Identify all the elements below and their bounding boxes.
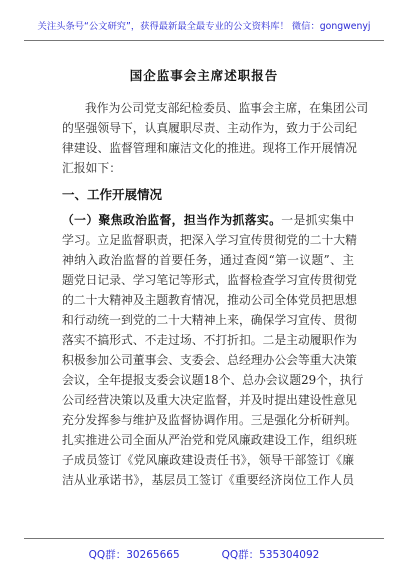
qq-group-2: QQ群：535304092 — [221, 549, 320, 561]
body-line: 会议，全年提报支委会议题18个、总办会议题29个，执行 — [62, 373, 364, 387]
header-divider — [24, 40, 384, 41]
intro-line: 律建设、监督管理和廉洁文化的推进。现将工作开展情况 — [62, 141, 357, 155]
body-line: 积极参加公司董事会、支委会、总经理办公会等重大决策 — [62, 353, 357, 367]
intro-line: 的坚强领导下，认真履职尽责、主动作为，致力于公司纪 — [62, 121, 357, 135]
intro-line: 我作为公司党支部纪检委员、监事会主席，在集团公司 — [85, 101, 369, 115]
body-line: 题党日记录、学习笔记等形式，监督检查学习宣传贯彻党 — [62, 273, 357, 287]
body-line: 充分发挥参与维护及监督协调作用。三是强化分析研判。 — [62, 413, 357, 427]
section-heading: 一、工作开展情况 — [62, 187, 163, 202]
body-line: 神纳入政治监督的首要任务，通过查阅“第一议题”、主 — [62, 253, 354, 267]
item-heading-line — [62, 210, 354, 230]
body-line: 扎实推进公司全面从严治党和党风廉政建设工作，组织班 — [62, 433, 357, 447]
body-line: 洁从业承诺书》，基层员工签订《重要经济岗位工作人员 — [62, 473, 354, 487]
footer-divider — [24, 538, 384, 539]
body-line: 和行动统一到党的二十大精神上来，确保学习宣传、贯彻 — [62, 313, 357, 327]
document-title: 国企监事会主席述职报告 — [129, 68, 279, 83]
header-promo-banner: 关注头条号“公文研究”，获得最新最全最专业的公文资料库！ 微信：gongwenyj — [37, 21, 371, 32]
qq-group-1: QQ群：30265665 — [88, 549, 180, 561]
footer-promo-banner — [0, 547, 408, 562]
intro-line: 汇报如下： — [62, 161, 121, 175]
body-line: 学习。立足监督职责，把深入学习宣传贯彻党的二十大精 — [62, 233, 357, 247]
body-line: 的二十大精神及主题教育情况，推动公司全体党员把思想 — [62, 293, 357, 307]
item-heading: （一）聚焦政治监督，担当作为抓落实。 — [62, 213, 282, 227]
item-heading-rest: 一是抓实集中 — [281, 213, 354, 227]
body-line: 子成员签订《党风廉政建设责任书》，领导干部签订《廉 — [62, 453, 354, 467]
body-line: 公司经营决策以及重大决定监督，并及时提出建设性意见 — [62, 393, 357, 407]
body-line: 落实不搞形式、不走过场、不打折扣。二是主动履职作为 — [62, 333, 357, 347]
